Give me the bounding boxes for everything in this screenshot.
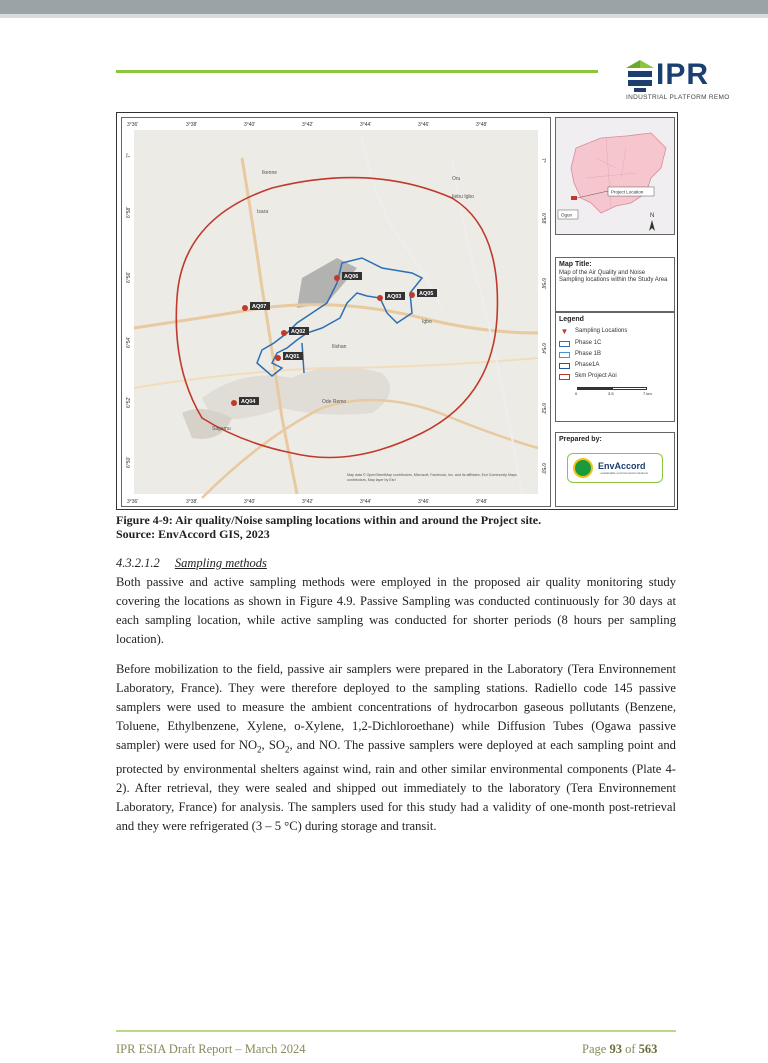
map-side-panel [555, 117, 675, 507]
place-label: Ode Remo [322, 399, 347, 405]
ipr-logo [626, 58, 730, 108]
tick-label: 3°40' [244, 499, 256, 505]
tick-label: 6°52' [540, 403, 546, 415]
nigeria-outline [556, 118, 674, 234]
map-title-text: Map of the Air Quality and Noise Sampling locations within the Study Area [559, 270, 668, 283]
svg-text:AQ06: AQ06 [344, 274, 359, 280]
legend-item: ▼ Sampling Locations [560, 327, 628, 336]
map-title-heading: Map Title: [559, 261, 592, 268]
map-figure [116, 112, 678, 510]
tick-label: 6°56' [540, 278, 546, 290]
legend-item: 5km Project Aoi [559, 373, 671, 380]
section-number: 4.3.2.1.2 [116, 556, 160, 570]
tick-label: 3°38' [186, 122, 198, 128]
svg-text:AQ01: AQ01 [285, 354, 300, 360]
tick-label: 7° [540, 158, 546, 163]
legend-item: Phase 1B [559, 351, 671, 358]
tick-label: 3°44' [360, 499, 372, 505]
svg-text:AQ04: AQ04 [241, 399, 256, 405]
svg-text:AQ07: AQ07 [252, 304, 267, 310]
map-attribution: Map data © OpenStreetMap contributors, Microsoft, Facebook, Inc. and its affiliates, Esri Community Maps contributors, Map layer by Esri [347, 473, 517, 482]
top-bar [0, 0, 768, 14]
section-title: Sampling methods [174, 556, 267, 570]
prepared-by-box [555, 432, 675, 507]
north-arrow-icon [649, 220, 655, 231]
envaccord-logo: EnvAccord ...sustainable environmental solutions [567, 453, 663, 483]
tick-label: 6°54' [126, 336, 132, 348]
map-pin-icon: ▼ [560, 327, 569, 336]
svg-text:AQ05: AQ05 [419, 291, 434, 297]
tick-label: 6°50' [540, 463, 546, 475]
place-label: Ilishan [332, 344, 347, 350]
svg-text:AQ02: AQ02 [291, 329, 306, 335]
top-bar-shadow [0, 14, 768, 18]
tick-label: 6°58' [126, 206, 132, 218]
study-area-map [121, 117, 551, 507]
footer-report-title: IPR ESIA Draft Report – March 2024 [116, 1042, 306, 1056]
tick-label: 6°50' [126, 456, 132, 468]
map-legend [555, 312, 675, 422]
svg-text:N: N [650, 213, 655, 219]
header-rule [116, 70, 598, 73]
tick-label: 3°46' [418, 122, 430, 128]
place-label: Sagamu [212, 426, 231, 432]
envaccord-logo-icon [573, 458, 593, 478]
place-label: Ijebu Igbo [452, 194, 474, 200]
nigeria-inset-map [555, 117, 675, 235]
tick-label: 3°44' [360, 122, 372, 128]
legend-item: Phase1A [559, 362, 671, 369]
figure-caption [116, 513, 676, 541]
svg-text:Ogun: Ogun [561, 212, 573, 218]
tick-label: 3°40' [244, 122, 256, 128]
svg-text:Project Location: Project Location [611, 189, 644, 195]
place-label: Igbo [422, 319, 432, 325]
figure-caption-source: Source: EnvAccord GIS, 2023 [116, 527, 270, 541]
tick-label: 3°42' [302, 122, 314, 128]
ipr-logo-icon [626, 60, 654, 92]
map-canvas [122, 118, 550, 506]
svg-text:AQ03: AQ03 [387, 294, 402, 300]
legend-item: Phase 1C [559, 340, 671, 347]
scale-bar: 0 3.5 7 km [559, 387, 671, 399]
tick-label: 3°38' [186, 499, 198, 505]
logo-text: IPR [656, 58, 710, 91]
tick-label: 6°58' [540, 213, 546, 225]
tick-label: 6°54' [540, 343, 546, 355]
footer-page-number: Page 93 of 563 [582, 1042, 658, 1056]
legend-heading: Legend [559, 316, 584, 323]
place-label: Oru [452, 176, 461, 182]
paragraph-2: Before mobilization to the field, passive air samplers were prepared in the Laboratory (Tera Environnement Laboratory, France). They were therefore deployed to the sampling stations. Radiello code 145 passive samplers were used to measure the ambient concentrations of hydrocarbon gaseous pollutants (Benzene, Toluene, Ethylbenzene, Xylene, o-Xylene, 1,2-Dichloroethane) while Diffusion Tubes (Ogawa passive sampler) were used for $NO_2$, $SO_2$, and NO. The passive samplers were deployed at each sampling point and protected by environmental shelters against wind, rain and other similar environmental components (Plate 4-2). After retrieval, they were sealed and shipped out immediately to the laboratory (Tera Environnement Laboratory, France) for analysis. The samplers used for this study had a validity of one-month post-retrieval and they were refrigerated (3 – 5 °C) during storage and transit. [116, 662, 676, 833]
place-label: Ikenne [262, 170, 278, 176]
figure-caption-line1: Figure 4-9: Air quality/Noise sampling locations within and around the Project site. [116, 513, 542, 527]
tick-label: 6°52' [126, 396, 132, 408]
tick-label: 3°36' [127, 499, 139, 505]
tick-label: 3°42' [302, 499, 314, 505]
paragraph-1: Both passive and active sampling methods were employed in the proposed air quality monitoring study covering the locations as shown in Figure 4.9. Passive Sampling was conducted continuously for 30 days at each sampling location, while active sampling was conducted for shorter periods (8 hours per sampling location). [116, 575, 676, 646]
tick-label: 7° [126, 153, 132, 158]
tick-label: 3°48' [476, 122, 488, 128]
tick-label: 3°46' [418, 499, 430, 505]
logo-subtitle: INDUSTRIAL PLATFORM REMO [626, 94, 730, 101]
section-heading [116, 556, 267, 571]
tick-label: 6°56' [126, 271, 132, 283]
prepared-by-heading: Prepared by: [559, 436, 602, 443]
footer-rule [116, 1030, 676, 1032]
tick-label: 3°48' [476, 499, 488, 505]
place-label: Isara [257, 209, 269, 215]
tick-label: 3°36' [127, 122, 139, 128]
map-title-box [555, 257, 675, 312]
